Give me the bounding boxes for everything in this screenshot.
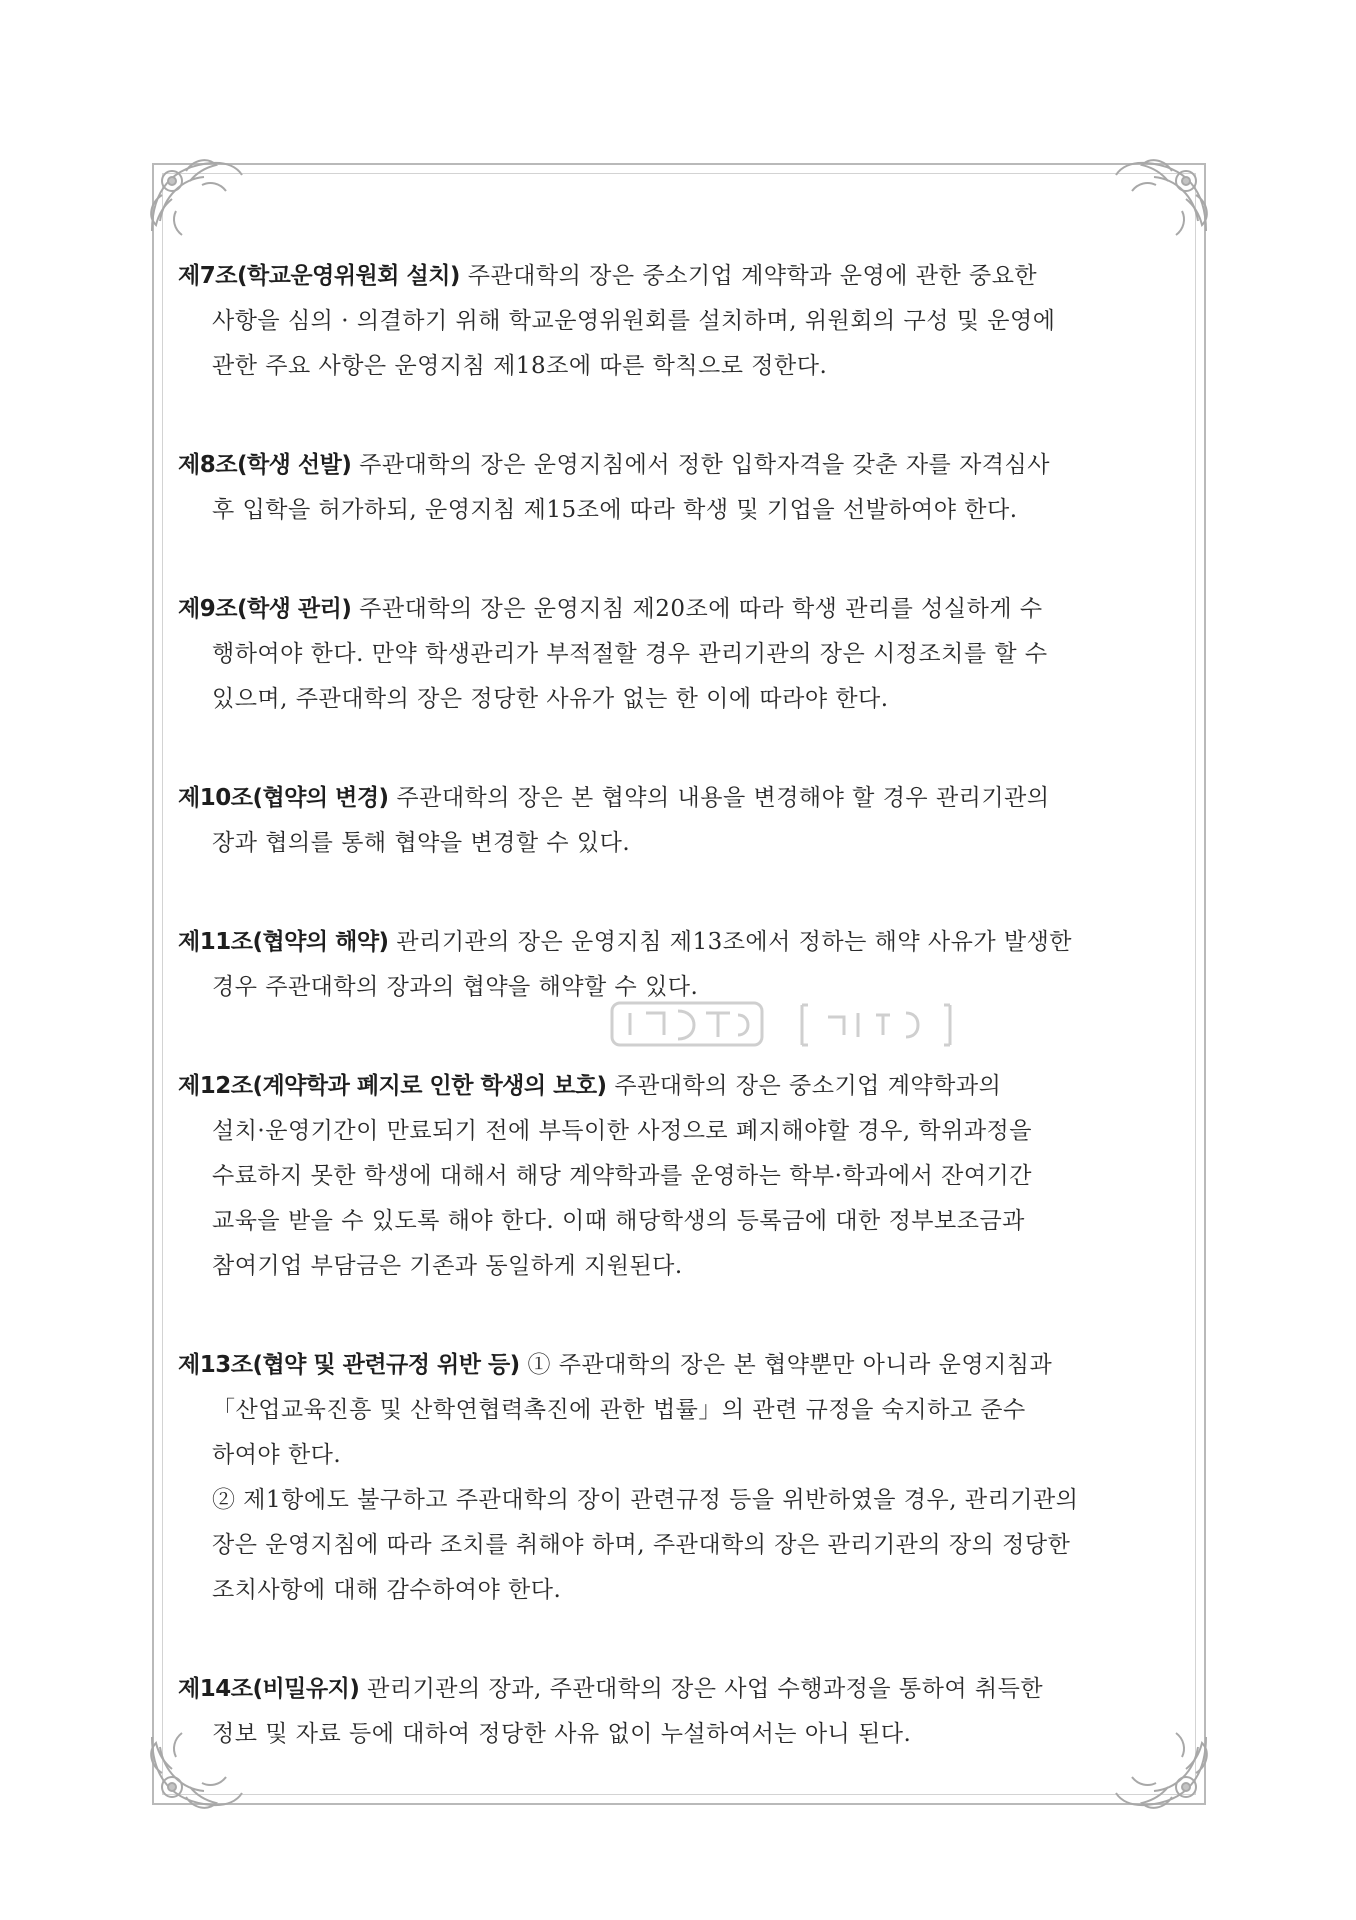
article-line: 참여기업 부담금은 기존과 동일하게 지원된다. [212,1253,683,1279]
article-7 [178,254,1188,389]
article-text: 주관대학의 장은 운영지침에서 정한 입학자격을 갖춘 자를 자격심사 [359,452,1050,478]
article-10 [178,776,1188,866]
article-11 [178,920,1188,1010]
article-9 [178,587,1188,722]
article-first-line [178,587,1188,632]
article-heading: 제12조(계약학과 폐지로 인한 학생의 보호) [178,1073,607,1099]
article-line: ② 제1항에도 불구하고 주관대학의 장이 관련규정 등을 위반하였을 경우, 관리기관의 [212,1487,1079,1513]
article-text: 주관대학의 장은 본 협약의 내용을 변경해야 할 경우 관리기관의 [396,785,1050,811]
article-heading: 제7조(학교운영위원회 설치) [178,263,460,289]
article-list [178,254,1188,1811]
article-line: 후 입학을 허가하되, 운영지침 제15조에 따라 학생 및 기업을 선발하여야 한다. [212,497,1018,523]
article-line: 설치·운영기간이 만료되기 전에 부득이한 사정으로 폐지해야할 경우, 학위과정을 [212,1118,1032,1144]
article-first-line [178,1667,1188,1712]
article-text: 주관대학의 장은 중소기업 계약학과 운영에 관한 중요한 [467,263,1038,289]
article-line: 교육을 받을 수 있도록 해야 한다. 이때 해당학생의 등록금에 대한 정부보조금과 [212,1208,1025,1234]
article-line: 사항을 심의 · 의결하기 위해 학교운영위원회를 설치하며, 위원회의 구성 및 운영에 [212,308,1056,334]
article-line: 수료하지 못한 학생에 대해서 해당 계약학과를 운영하는 학부·학과에서 잔여기간 [212,1163,1032,1189]
article-first-line [178,1343,1188,1388]
article-text: 관리기관의 장은 운영지침 제13조에서 정하는 해약 사유가 발생한 [396,929,1073,955]
article-first-line [178,254,1188,299]
article-line: 행하여야 한다. 만약 학생관리가 부적절할 경우 관리기관의 장은 시정조치를 할 수 [212,641,1048,667]
article-heading: 제13조(협약 및 관련규정 위반 등) [178,1352,520,1378]
article-line: 조치사항에 대해 감수하여야 한다. [212,1577,562,1603]
article-8 [178,443,1188,533]
article-13 [178,1343,1188,1613]
article-line: 경우 주관대학의 장과의 협약을 해약할 수 있다. [212,974,699,1000]
corner-ornament-top-right [1106,151,1216,241]
article-text: 주관대학의 장은 중소기업 계약학과의 [614,1073,1002,1099]
article-first-line [178,443,1188,488]
article-first-line [178,1064,1188,1109]
article-line: 장은 운영지침에 따라 조치를 취해야 하며, 주관대학의 장은 관리기관의 장의 정당한 [212,1532,1071,1558]
article-12 [178,1064,1188,1289]
article-text: 주관대학의 장은 운영지침 제20조에 따라 학생 관리를 성실하게 수 [359,596,1043,622]
article-line: 장과 협의를 통해 협약을 변경할 수 있다. [212,830,631,856]
article-text: ① 주관대학의 장은 본 협약뿐만 아니라 운영지침과 [527,1352,1053,1378]
article-line: 관한 주요 사항은 운영지침 제18조에 따른 학칙으로 정한다. [212,353,828,379]
article-text: 관리기관의 장과, 주관대학의 장은 사업 수행과정을 통하여 취득한 [367,1676,1044,1702]
article-14 [178,1667,1188,1757]
article-first-line [178,776,1188,821]
article-heading: 제14조(비밀유지) [178,1676,360,1702]
article-line: 「산업교육진흥 및 산학연협력촉진에 관한 법률」의 관련 규정을 숙지하고 준수 [212,1397,1026,1423]
article-line: 정보 및 자료 등에 대하여 정당한 사유 없이 누설하여서는 아니 된다. [212,1721,912,1747]
article-heading: 제10조(협약의 변경) [178,785,389,811]
article-line: 있으며, 주관대학의 장은 정당한 사유가 없는 한 이에 따라야 한다. [212,686,889,712]
article-first-line [178,920,1188,965]
article-heading: 제9조(학생 관리) [178,596,352,622]
article-heading: 제8조(학생 선발) [178,452,352,478]
corner-ornament-top-left [142,151,252,241]
article-line: 하여야 한다. [212,1442,342,1468]
article-heading: 제11조(협약의 해약) [178,929,389,955]
